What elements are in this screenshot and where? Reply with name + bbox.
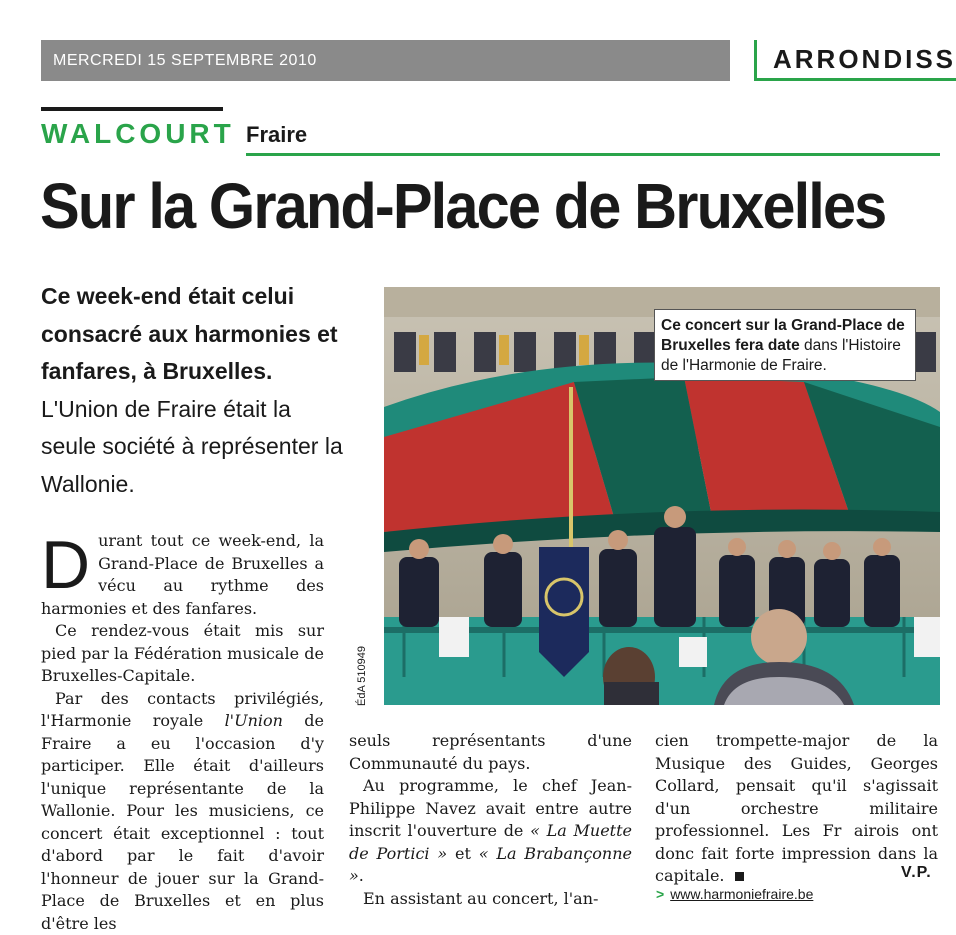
paragraph-1-text: urant tout ce week-end, la Grand-Place de Bruxelles a vécu au rythme des harmonies et des fanfares.	[41, 531, 324, 618]
byline: V.P.	[901, 864, 932, 882]
paragraph-3-text-b: de Fraire a eu l'occasion d'y participer. Elle était d'ailleurs l'unique représentante de la Wallonie. Pour les musiciens, ce concert était exceptionnel : tout d'abord par le fait d'avoir l'honneur de jouer sur la Grand-Place de Bruxelles et en plus d'être les	[41, 711, 324, 933]
website-link[interactable]: www.harmoniefraire.be	[670, 886, 813, 902]
paragraph-7-text: cien trompette-major de la Musique des Guides, Georges Collard, pensait qu'il s'agissait d'un orchestre militaire professionnel. Les Fr airois ont donc fait forte impression dans la capitale.	[655, 731, 938, 885]
paragraph-4: seuls représentants d'une Communauté du pays.	[349, 730, 632, 775]
web-link	[656, 886, 813, 902]
lead-bold: Ce week-end était celui consacré aux harmonies et fanfares, à Bruxelles.	[41, 283, 338, 384]
drop-cap: D	[41, 536, 90, 594]
lead-normal: L'Union de Fraire était la seule société à représenter la Wallonie.	[41, 396, 343, 497]
paragraph-3-italic: l'Union	[225, 711, 283, 730]
article-column-3	[655, 730, 938, 888]
kicker-location: WALCOURT	[41, 118, 235, 150]
section-header: ARRONDISS	[754, 40, 956, 81]
green-rule	[246, 153, 940, 156]
paragraph-2: Ce rendez-vous était mis sur pied par la Fédération musicale de Bruxelles-Capitale.	[41, 620, 324, 688]
paragraph-7	[655, 730, 938, 888]
paragraph-3-text-a: Par des contacts privilégiés, l'Harmonie royale	[41, 689, 324, 731]
end-mark	[735, 872, 744, 881]
lead-paragraph	[41, 278, 351, 503]
paragraph-5-text-a: Au programme, le chef Jean-Philippe Navez avait entre autre inscrit l'ouverture de	[349, 776, 632, 840]
paragraph-5	[349, 775, 632, 888]
date-bar: MERCREDI 15 SEPTEMBRE 2010	[41, 40, 730, 81]
paragraph-5-italic-1: « La Muette de Portici »	[349, 821, 632, 863]
caption-normal: dans l'Histoire de l'Harmonie de Fraire.	[661, 337, 901, 374]
arrow-icon: >	[656, 886, 664, 902]
paragraph-1	[41, 530, 324, 620]
article-column-1	[41, 530, 324, 935]
kicker-sublocation: Fraire	[246, 122, 307, 148]
paragraph-5-text-b: et	[447, 844, 479, 863]
paragraph-6: En assistant au concert, l'an-	[349, 888, 632, 911]
paragraph-5-italic-2: « La Brabançonne »	[349, 844, 632, 886]
headline: Sur la Grand-Place de Bruxelles	[40, 168, 877, 245]
kicker-rule	[41, 107, 223, 111]
photo-caption	[654, 309, 916, 381]
paragraph-3	[41, 688, 324, 935]
photo-credit: ÉdA 510949	[356, 646, 368, 706]
paragraph-5-text-c: .	[359, 866, 364, 885]
article-column-2	[349, 730, 632, 910]
caption-bold: Ce concert sur la Grand-Place de Bruxelles fera date	[661, 317, 905, 354]
